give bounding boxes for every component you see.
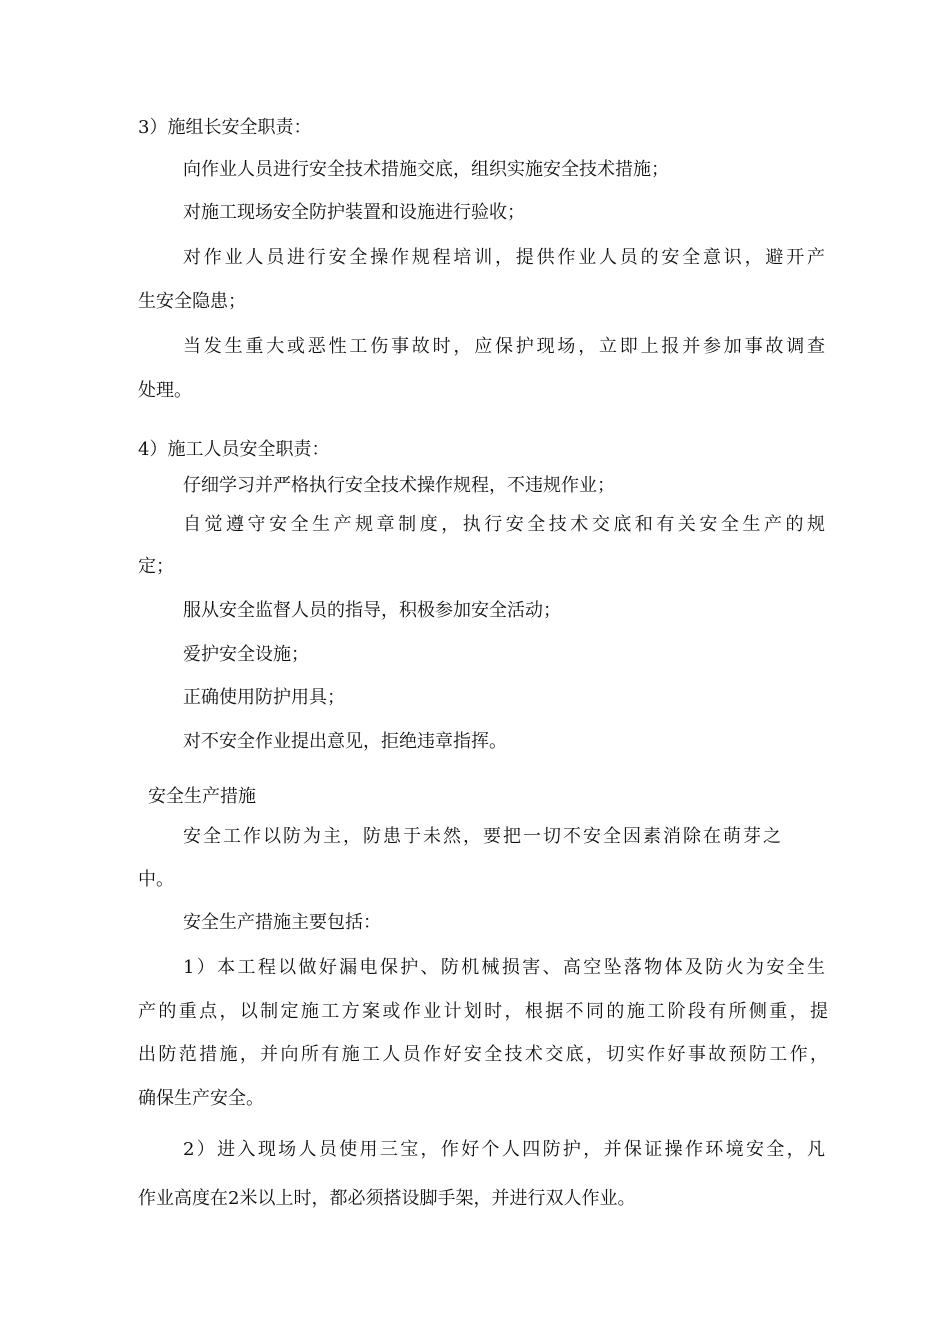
- paragraph-line: 1）本工程以做好漏电保护、防机械损害、高空坠落物体及防火为安全生: [183, 957, 825, 978]
- paragraph-line: 正确使用防护用具；: [183, 687, 345, 708]
- paragraph-line: 自觉遵守安全生产规章制度，执行安全技术交底和有关安全生产的规: [183, 514, 825, 535]
- paragraph-line: 仔细学习并严格执行安全技术操作规程，不违规作业；: [183, 475, 615, 496]
- section-heading: 安全生产措施: [148, 786, 256, 807]
- paragraph-line: 安全生产措施主要包括：: [183, 912, 381, 933]
- paragraph-line: 生安全隐患；: [138, 291, 246, 312]
- paragraph-line: 向作业人员进行安全技术措施交底，组织实施安全技术措施；: [183, 159, 669, 180]
- paragraph-line: 作业高度在2米以上时，都必须搭设脚手架，并进行双人作业。: [138, 1188, 636, 1209]
- paragraph-line: 对作业人员进行安全操作规程培训，提供作业人员的安全意识，避开产: [183, 247, 825, 268]
- paragraph-line: 定；: [138, 556, 174, 577]
- paragraph-line: 产的重点，以制定施工方案或作业计划时，根据不同的施工阶段有所侧重，提: [138, 1001, 828, 1022]
- paragraph-line: 服从安全监督人员的指导，积极参加安全活动；: [183, 600, 561, 621]
- paragraph-line: 对不安全作业提出意见，拒绝违章指挥。: [183, 731, 507, 752]
- paragraph-line: 安全工作以防为主，防患于未然，要把一切不安全因素消除在萌芽之: [183, 826, 781, 847]
- paragraph-line: 当发生重大或恶性工伤事故时，应保护现场，立即上报并参加事故调查: [183, 336, 825, 357]
- paragraph-line: 2）进入现场人员使用三宝，作好个人四防护，并保证操作环境安全，凡: [183, 1139, 825, 1160]
- paragraph-line: 处理。: [138, 380, 192, 401]
- paragraph-line: 确保生产安全。: [138, 1088, 264, 1109]
- paragraph-line: 出防范措施，并向所有施工人员作好安全技术交底，切实作好事故预防工作，: [138, 1044, 828, 1065]
- section-heading: 4）施工人员安全职责：: [138, 439, 330, 460]
- paragraph-line: 中。: [138, 869, 174, 890]
- section-heading: 3）施组长安全职责：: [138, 117, 312, 138]
- paragraph-line: 对施工现场安全防护装置和设施进行验收；: [183, 202, 525, 223]
- paragraph-line: 爱护安全设施；: [183, 644, 309, 665]
